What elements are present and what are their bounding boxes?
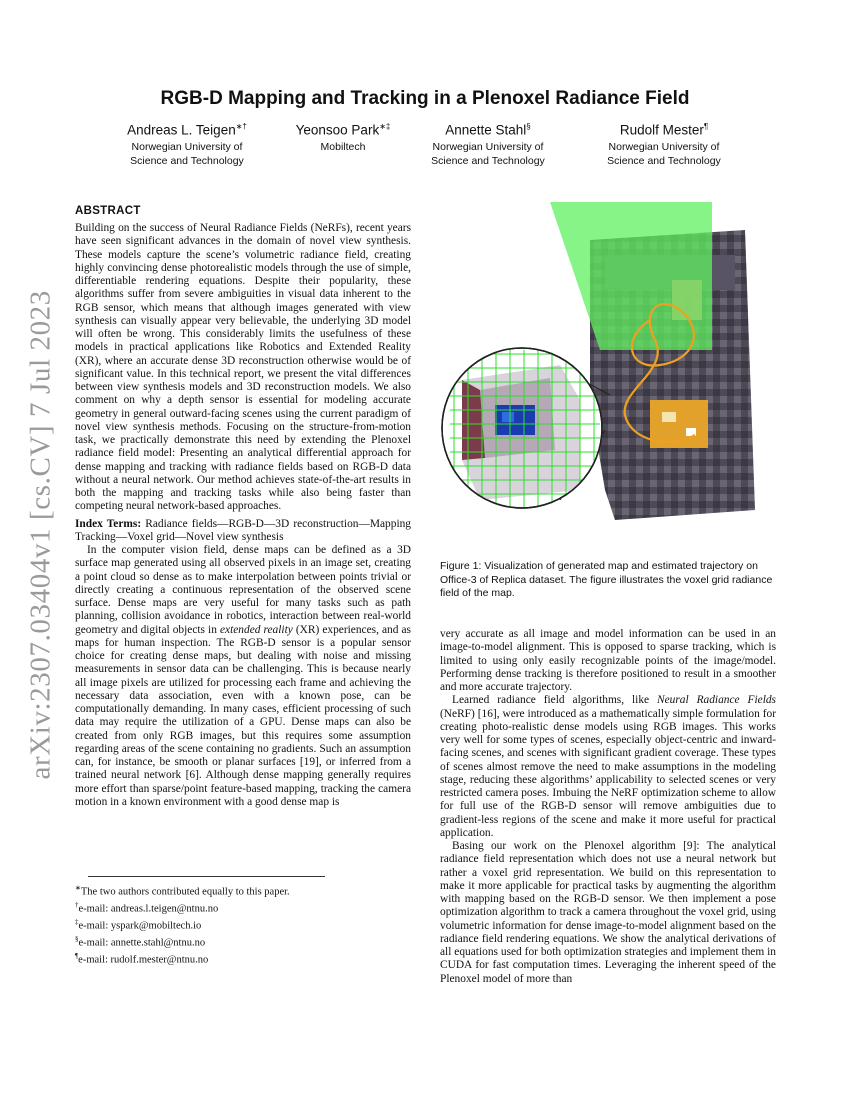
body-paragraph: Learned radiance field algorithms, like Neural Radiance Fields (NeRF) [16], were introduced as a mathematically simple formulation for creating photo-realistic dense models using RGB images. This works very well for some types of scenes, especially object-centric and inward-facing scenes, and scenes with significant gradient coverage. These types of scenes almost remove the need to make assumptions in the modeling stage, reducing these algorithms’ applicability to selected scenes or very restricted camera poses. Imbuing the NeRF optimization scheme to allow for full use of the RGB-D sensor will remove ambiguities due to gradient-less regions of the scene and make it more useful for practical application. xyxy=(440,694,776,839)
footnote: ∗The two authors contributed equally to this paper. xyxy=(75,884,290,898)
body-paragraph: very accurate as all image and model information can be used in an image-to-model alignment. This is opposed to sparse tracking, which is limited to using only easily recognizable points of the image/model. Performing dense tracking is therefore positioned to result in a smoother and more accurate trajectory. xyxy=(440,628,776,693)
right-column xyxy=(440,628,776,986)
footnote: ‡e-mail: yspark@mobiltech.io xyxy=(75,918,202,932)
author-name: Andreas L. Teigen∗† xyxy=(127,122,247,138)
camera-frustum xyxy=(550,202,712,350)
arxiv-stamp xyxy=(16,290,60,780)
footnote: §e-mail: annette.stahl@ntnu.no xyxy=(75,935,206,949)
author-affiliation: Norwegian University of Science and Technology xyxy=(607,140,721,167)
footnote: ¶e-mail: rudolf.mester@ntnu.no xyxy=(75,952,209,966)
footnote-rule xyxy=(88,876,325,877)
author-affiliation: Mobiltech xyxy=(320,140,366,153)
figure-1 xyxy=(440,200,780,555)
voxel-map-illustration xyxy=(440,200,780,555)
abstract-text: Building on the success of Neural Radiance Fields (NeRFs), recent years have seen significant advances in the domain of novel view synthesis. These models capture the scene’s volumetric radiance field, creating highly convincing dense photorealistic models through the use of simple, differentiable rendering equations. Despite their popularity, these algorithms suffer from severe ambiguities in visual data inherent to the RGB sensor, which means that although images generated with view synthesis can visually appear very believable, the underlying 3D model will often be wrong. This considerably limits the usefulness of these models in practical applications like Robotics and Extended Reality (XR), where an accurate dense 3D reconstruction otherwise would be of significant value. In this technical report, we present the vital differences between view synthesis models and 3D reconstruction models. We also comment on why a depth sensor is essential for modeling accurate geometry in general outward-facing scenes using the current paradigm of novel view synthesis methods. Focusing on the structure-from-motion task, we practically demonstrate this need by extending the Plenoxel radiance field model: Presenting an analytical differential approach for dense mapping and tracking with radiance fields based on RGB-D data without a neural network. Our method achieves state-of-the-art results in both the mapping and tracking tasks while also being faster than competing neural network-based approaches. xyxy=(75,222,411,513)
author-name: Annette Stahl§ xyxy=(445,122,531,138)
author-block xyxy=(393,122,583,168)
intro-paragraph: In the computer vision field, dense maps can be defined as a 3D surface map generated using all observed pixels in an image set, creating a point cloud so dense as to make interpolation between points trivial or directly creating a continuous representation of the observed scene surface. Dense maps are very useful for many tasks such as path planning, collision avoidance in robotics, interaction between real-world geometry and digital objects in extended reality (XR) experiences, and as maps for human inspection. The RGB-D sensor is a popular sensor choice for creating dense maps, but dealing with noise and missing measurements in sensor data can be challenging. This is because nearly all image pixels are utilized for processing each frame and achieving the necessary data association, even with a known pose, can be computationally demanding. In many cases, efficient processing of such data may require the utilization of a GPU. Dense maps can also be created from only RGB images, but this requires some assumption regarding areas of the scene containing no gradients. Such an assumption can, for instance, be smooth or planar surfaces [19], or inferred from a trained neural network [6]. Although dense mapping generally requires more effort than sparse/point feature-based mapping, tracking the camera motion in a known environment with a good dense map is xyxy=(75,544,411,808)
arxiv-stamp-text: arXiv:2307.03404v1 [cs.CV] 7 Jul 2023 xyxy=(24,290,57,780)
body-paragraph: Basing our work on the Plenoxel algorithm [9]: The analytical radiance field representation which does not use a neural network but rather a voxel grid representation. We build on this representation to make it more applicable for practical tasks by augmenting the algorithm with mapping based on the RGB-D sensor. We then implement a pose optimization algorithm to track a camera throughout the voxel grid, using volumetric information for dense image-to-model alignment based on the radiance field rendering equations. We show the analytical derivations of all equations used for both optimization strategies and implement them in CUDA for fast computation times. Leveraging the inherent speed of the Plenoxel model of more than xyxy=(440,840,776,985)
paper-title: RGB-D Mapping and Tracking in a Plenoxel Radiance Field xyxy=(160,88,690,109)
author-name: Rudolf Mester¶ xyxy=(619,122,709,138)
author-affiliation: Norwegian University of Science and Technology xyxy=(431,140,545,167)
author-name: Yeonsoo Park∗‡ xyxy=(295,122,391,138)
figure-caption: Figure 1: Visualization of generated map and estimated trajectory on Office-3 of Replica dataset. The figure illustrates the voxel grid radiance field of the map. xyxy=(440,560,773,599)
abstract-heading: ABSTRACT xyxy=(75,205,141,217)
left-column xyxy=(75,222,411,809)
author-block xyxy=(569,122,759,168)
index-terms: Index Terms: Radiance fields—RGB-D—3D reconstruction—Mapping Tracking—Voxel grid—Novel view synthesis xyxy=(75,517,411,543)
footnotes xyxy=(75,882,375,967)
author-affiliation: Norwegian University of Science and Technology xyxy=(130,140,244,167)
footnote: †e-mail: andreas.l.teigen@ntnu.no xyxy=(75,901,219,915)
